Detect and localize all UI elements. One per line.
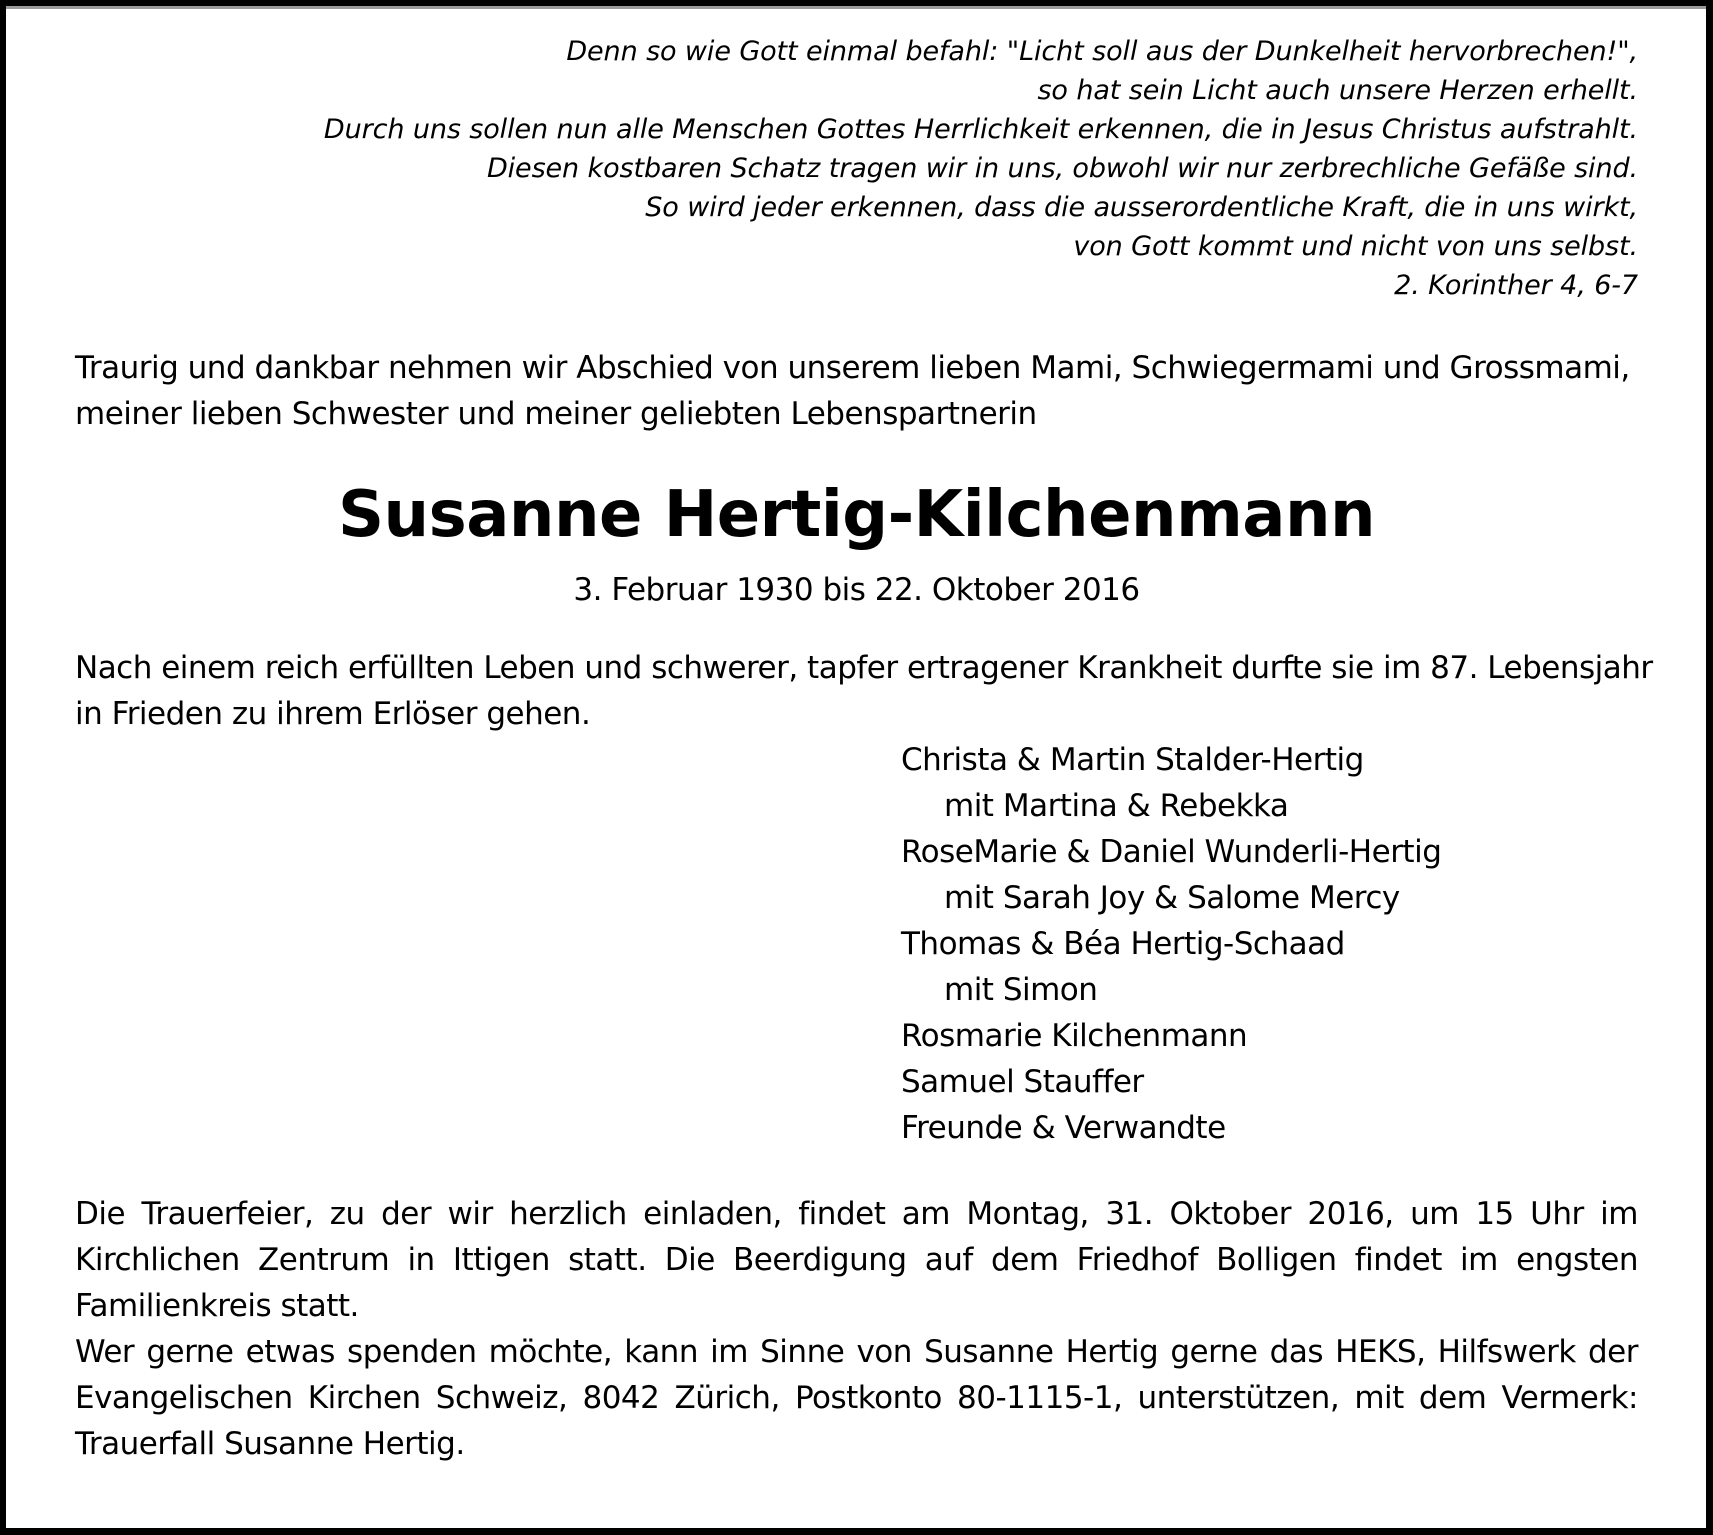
verse-reference: 2. Korinther 4, 6-7 <box>1394 270 1638 301</box>
mourner-name: Freunde & Verwandte <box>901 1110 1226 1146</box>
passing-text <box>75 645 1653 737</box>
intro-line: Traurig und dankbar nehmen wir Abschied von unserem lieben Mami, Schwiegermami und Grossmami, <box>75 350 1630 386</box>
passing-line: Nach einem reich erfüllten Leben und schwerer, tapfer ertragener Krankheit durfte sie im 87. Lebensjahr <box>75 650 1653 686</box>
mourner-name: Thomas & Béa Hertig-Schaad <box>901 926 1345 962</box>
verse-line: Durch uns sollen nun alle Menschen Gottes Herrlichkeit erkennen, die in Jesus Christus aufstrahlt. <box>323 114 1638 145</box>
verse-line: So wird jeder erkennen, dass die ausserordentliche Kraft, die in uns wirkt, <box>645 192 1638 223</box>
mourner-name: Christa & Martin Stalder-Hertig <box>901 742 1364 778</box>
mourners-list <box>901 737 1638 1151</box>
farewell-intro <box>75 345 1638 437</box>
intro-line: meiner lieben Schwester und meiner geliebten Lebenspartnerin <box>75 396 1037 432</box>
closing-info <box>75 1191 1638 1467</box>
mourner-children: mit Martina & Rebekka <box>944 788 1289 824</box>
mourner-name: Rosmarie Kilchenmann <box>901 1018 1248 1054</box>
verse-line: Diesen kostbaren Schatz tragen wir in uns, obwohl wir nur zerbrechliche Gefäße sind. <box>486 153 1638 184</box>
verse-line: von Gott kommt und nicht von uns selbst. <box>1073 231 1638 262</box>
mourner-children: mit Sarah Joy & Salome Mercy <box>944 880 1400 916</box>
passing-line: in Frieden zu ihrem Erlöser gehen. <box>75 696 591 732</box>
mourner-name: Samuel Stauffer <box>901 1064 1144 1100</box>
verse-line: Denn so wie Gott einmal befahl: "Licht soll aus der Dunkelheit hervorbrechen!", <box>566 36 1638 67</box>
verse-line: so hat sein Licht auch unsere Herzen erhellt. <box>1037 75 1638 106</box>
bible-verse <box>75 32 1638 305</box>
donation-paragraph: Wer gerne etwas spenden möchte, kann im Sinne von Susanne Hertig gerne das HEKS, Hilfswerk der Evangelischen Kirchen Schweiz, 8042 Zürich, Postkonto 80-1115-1, unterstützen, mit dem Vermerk: Trauerfall Susanne Hertig. <box>75 1334 1638 1462</box>
ceremony-paragraph: Die Trauerfeier, zu der wir herzlich einladen, findet am Montag, 31. Oktober 2016, um 15 Uhr im Kirchlichen Zentrum in Ittigen statt. Die Beerdigung auf dem Friedhof Bolligen findet im engsten Familienkreis statt. <box>75 1196 1638 1324</box>
mourner-name: RoseMarie & Daniel Wunderli-Hertig <box>901 834 1442 870</box>
mourner-children: mit Simon <box>944 972 1098 1008</box>
obituary-content <box>75 32 1653 1467</box>
deceased-name: Susanne Hertig-Kilchenmann <box>337 478 1376 552</box>
life-dates: 3. Februar 1930 bis 22. Oktober 2016 <box>573 572 1140 608</box>
